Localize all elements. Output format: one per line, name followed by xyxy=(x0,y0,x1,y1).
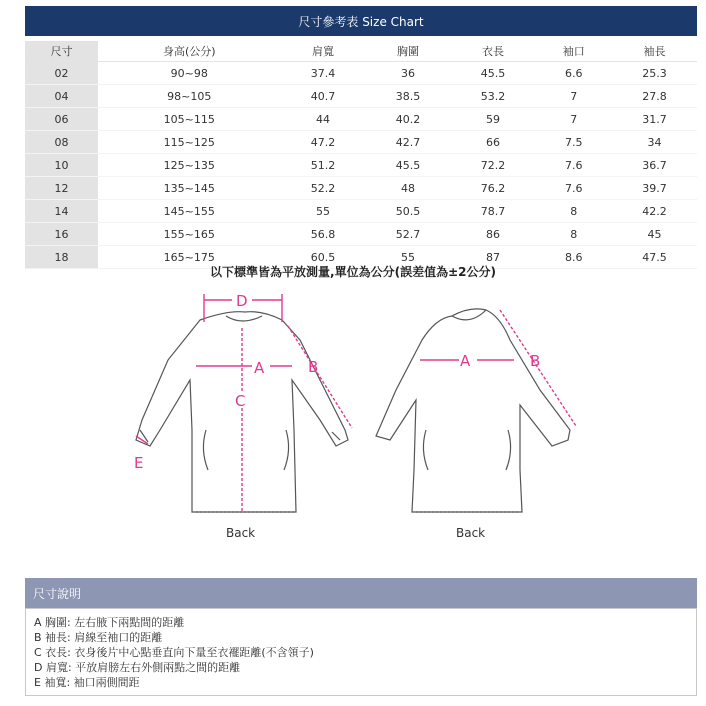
table-cell: 105~115 xyxy=(98,108,281,131)
description-line-e: E 袖寬: 袖口兩側間距 xyxy=(34,676,140,689)
table-cell: 165~175 xyxy=(98,246,281,269)
table-cell: 10 xyxy=(25,154,98,177)
description-box xyxy=(25,608,697,696)
size-table xyxy=(25,41,697,269)
header-size: 尺寸 xyxy=(25,41,98,62)
table-cell: 36 xyxy=(366,62,451,85)
label-a-right: A xyxy=(460,352,471,370)
table-cell: 7 xyxy=(536,108,612,131)
header-sleeve: 袖長 xyxy=(612,41,697,62)
table-cell: 36.7 xyxy=(612,154,697,177)
table-cell: 18 xyxy=(25,246,98,269)
table-cell: 115~125 xyxy=(98,131,281,154)
table-cell: 53.2 xyxy=(451,85,536,108)
label-b-left: B xyxy=(308,358,319,376)
table-cell: 145~155 xyxy=(98,200,281,223)
table-cell: 7.6 xyxy=(536,154,612,177)
header-shoulder: 肩寬 xyxy=(281,41,366,62)
table-row xyxy=(25,200,697,223)
table-header-row xyxy=(25,41,697,62)
table-cell: 72.2 xyxy=(451,154,536,177)
table-cell: 8 xyxy=(536,200,612,223)
size-chart-title-bar xyxy=(25,6,697,36)
table-cell: 8 xyxy=(536,223,612,246)
table-row xyxy=(25,154,697,177)
table-cell: 56.8 xyxy=(281,223,366,246)
table-cell: 45 xyxy=(612,223,697,246)
table-cell: 08 xyxy=(25,131,98,154)
table-cell: 98~105 xyxy=(98,85,281,108)
table-row xyxy=(25,177,697,200)
caption-left: Back xyxy=(226,526,256,540)
measurement-note: 以下標準皆為平放測量,單位為公分(誤差值為±2公分) xyxy=(210,265,496,279)
table-cell: 31.7 xyxy=(612,108,697,131)
right-garment-outline xyxy=(376,309,570,512)
table-cell: 50.5 xyxy=(366,200,451,223)
table-cell: 47.5 xyxy=(612,246,697,269)
table-cell: 7 xyxy=(536,85,612,108)
table-cell: 34 xyxy=(612,131,697,154)
header-height: 身高(公分) xyxy=(98,41,281,62)
diagram-captions xyxy=(226,526,485,540)
header-chest: 胸圍 xyxy=(366,41,451,62)
left-garment-outline xyxy=(136,312,348,512)
table-cell: 51.2 xyxy=(281,154,366,177)
table-cell: 44 xyxy=(281,108,366,131)
table-cell: 125~135 xyxy=(98,154,281,177)
label-c: C xyxy=(235,392,246,410)
table-cell: 8.6 xyxy=(536,246,612,269)
table-cell: 76.2 xyxy=(451,177,536,200)
table-cell: 02 xyxy=(25,62,98,85)
table-cell: 66 xyxy=(451,131,536,154)
label-b-right: B xyxy=(530,352,541,370)
table-cell: 7.6 xyxy=(536,177,612,200)
table-cell: 06 xyxy=(25,108,98,131)
table-cell: 38.5 xyxy=(366,85,451,108)
table-cell: 48 xyxy=(366,177,451,200)
table-cell: 78.7 xyxy=(451,200,536,223)
table-cell: 37.4 xyxy=(281,62,366,85)
table-cell: 52.7 xyxy=(366,223,451,246)
table-cell: 42.2 xyxy=(612,200,697,223)
table-row xyxy=(25,131,697,154)
table-cell: 39.7 xyxy=(612,177,697,200)
table-cell: 86 xyxy=(451,223,536,246)
table-cell: 90~98 xyxy=(98,62,281,85)
description-heading-bar xyxy=(25,578,697,608)
table-cell: 59 xyxy=(451,108,536,131)
table-cell: 7.5 xyxy=(536,131,612,154)
caption-right: Back xyxy=(456,526,486,540)
description-line-c: C 衣長: 衣身後片中心點垂直向下量至衣襬距離(不含領子) xyxy=(34,646,314,659)
table-row xyxy=(25,108,697,131)
table-cell: 14 xyxy=(25,200,98,223)
right-measurements xyxy=(420,310,576,426)
table-cell: 55 xyxy=(281,200,366,223)
header-cuff: 袖口 xyxy=(536,41,612,62)
label-a-left: A xyxy=(254,359,265,377)
table-cell: 12 xyxy=(25,177,98,200)
description-heading: 尺寸說明 xyxy=(33,586,82,601)
table-cell: 55 xyxy=(366,246,451,269)
label-e: E xyxy=(134,454,144,472)
table-cell: 47.2 xyxy=(281,131,366,154)
description-line-a: A 胸圍: 左右腋下兩點間的距離 xyxy=(34,616,185,629)
table-cell: 87 xyxy=(451,246,536,269)
table-cell: 27.8 xyxy=(612,85,697,108)
table-cell: 52.2 xyxy=(281,177,366,200)
table-cell: 45.5 xyxy=(451,62,536,85)
table-row xyxy=(25,223,697,246)
measure-line-b-left xyxy=(288,326,352,428)
table-row xyxy=(25,85,697,108)
table-row xyxy=(25,62,697,85)
table-cell: 45.5 xyxy=(366,154,451,177)
table-cell: 6.6 xyxy=(536,62,612,85)
table-cell: 40.2 xyxy=(366,108,451,131)
table-cell: 155~165 xyxy=(98,223,281,246)
table-cell: 60.5 xyxy=(281,246,366,269)
size-chart-title: 尺寸參考表 Size Chart xyxy=(298,14,424,29)
table-cell: 42.7 xyxy=(366,131,451,154)
table-cell: 25.3 xyxy=(612,62,697,85)
table-cell: 40.7 xyxy=(281,85,366,108)
table-cell: 04 xyxy=(25,85,98,108)
table-cell: 16 xyxy=(25,223,98,246)
label-d: D xyxy=(236,292,248,310)
header-length: 衣長 xyxy=(451,41,536,62)
garment-diagram xyxy=(0,280,706,550)
description-line-b: B 袖長: 肩線至袖口的距離 xyxy=(34,631,163,644)
table-cell: 135~145 xyxy=(98,177,281,200)
description-line-d: D 肩寬: 平放肩膀左右外側兩點之間的距離 xyxy=(34,661,241,674)
